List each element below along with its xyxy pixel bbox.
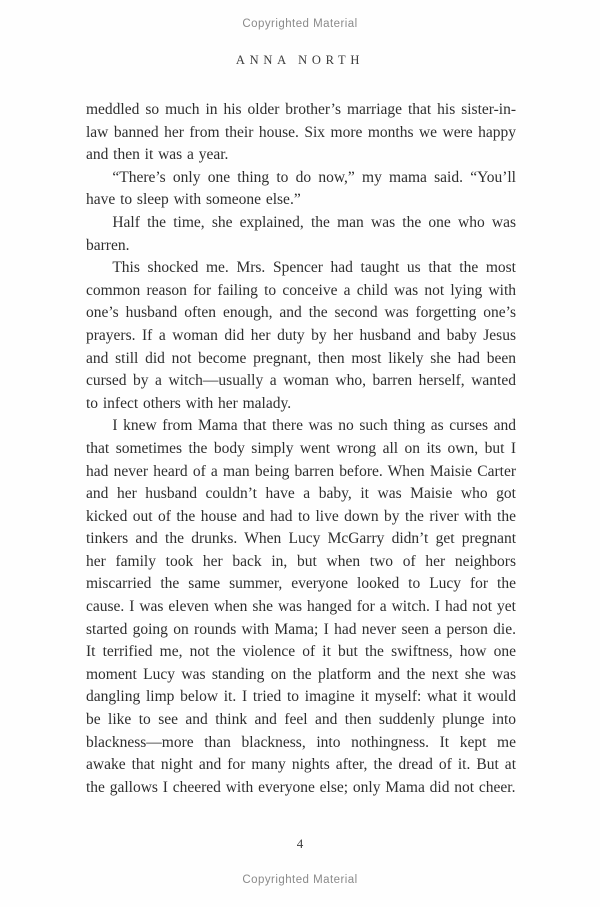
paragraph: Half the time, she explained, the man was the one who was barren. (86, 213, 516, 254)
paragraph: I knew from Mama that there was no such thing as curses and that sometimes the body simply went wrong all on its own, but I had never heard of a man being barren before. When Maisie Carter and her husband couldn’t have a baby, it was Maisie who got kicked out of the house and had to live down by the river with the tinkers and the drunks. When Lucy McGarry didn’t get pregnant her family took her back in, but when two of her neighbors miscarried the same summer, everyone looked to Lucy for the cause. I was eleven when she was hanged for a witch. I had not yet started going on rounds with Mama; I had never seen a person die. It terrified me, not the violence of it but the swiftness, how one moment Lucy was standing on the platform and the next she was dangling limp below it. I tried to imagine it myself: what it would be like to see and think and feel and then suddenly plunge into blackness—more than blackness, into nothingness. It kept me awake that night and for many nights after, the dread of it. But at the gallows I cheered with everyone else; only Mama did not cheer. (86, 417, 516, 796)
paragraph: “There’s only one thing to do now,” my mama said. “You’ll have to sleep with someone else.” (86, 168, 516, 209)
page-number: 4 (296, 836, 304, 851)
copyright-notice-top: Copyrighted Material (242, 18, 358, 30)
paragraph: This shocked me. Mrs. Spencer had taught us that the most common reason for failing to conceive a child was not lying with one’s husband often enough, and the second was forgetting one’s prayers. If a woman did her duty by her husband and baby Jesus and still did not become pregnant, then most likely she had been cursed by a witch—usually a woman who, barren herself, wanted to infect others with her malady. (86, 259, 516, 412)
author-header: ANNA NORTH (235, 53, 365, 67)
body-text (86, 99, 516, 799)
copyright-notice-bottom: Copyrighted Material (242, 874, 358, 886)
paragraph-continuation: meddled so much in his older brother’s marriage that his sister-in-law banned her from their house. Six more months we were happy and then it was a year. (86, 101, 516, 164)
